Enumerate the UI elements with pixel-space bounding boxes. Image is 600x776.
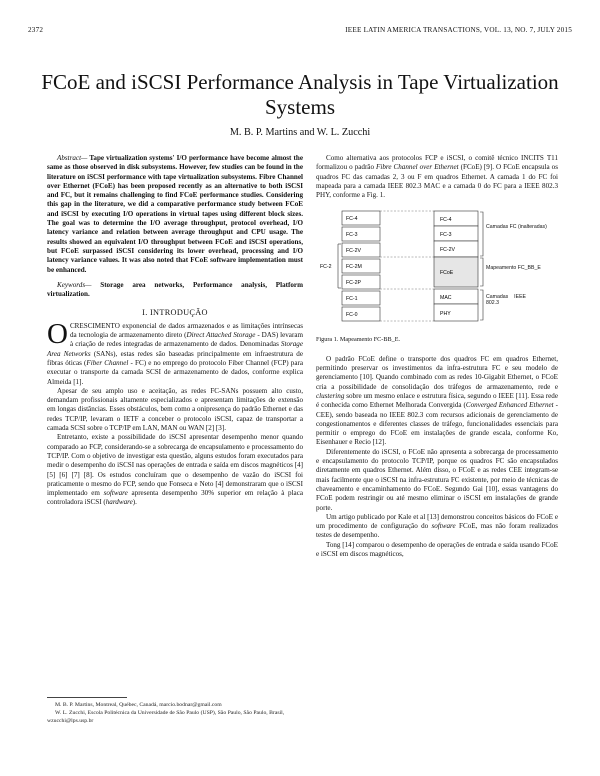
right-phy: PHY	[440, 311, 451, 318]
footnote-1: M. B. P. Martins, Montreal, Québec, Canadá, marcio.bodnar@gmail.com	[55, 702, 222, 708]
right-column	[316, 154, 558, 754]
left-fc3: FC-3	[346, 232, 358, 239]
right-paragraph-1: Como alternativa aos protocolos FCP e iSCSI, o comitê técnico INCITS T11 formalizou o padrão Fibre Channel over Ethernet (FCoE) [9]. O FCoE encapsula os quadros FC das camadas 2, 3 ou F em quadros Ethernet. A camada 1 do FC foi mapeada para a camada IEEE 802.3 MAC e a camada 0 do FC para a IEEE 802.3 PHY, conforme a Fig. 1.	[316, 154, 558, 200]
footnotes	[47, 697, 303, 725]
abstract-label: Abstract—	[57, 154, 88, 162]
right-fcoe: FCoE	[440, 270, 454, 277]
right-paragraph-5: Tong [14] comparou o desempenho de operações de entrada e saída usando FCoE e iSCSI em discos magnéticos,	[316, 540, 558, 559]
keywords	[47, 281, 303, 300]
page-number: 2372	[28, 26, 44, 34]
footnote-2: W. L. Zucchi, Escola Politécnica da Universidade de São Paulo (USP), São Paulo, São Paulo, Brasil, wzucchi@lps.usp.br	[47, 710, 285, 724]
left-fc4: FC-4	[346, 216, 358, 223]
right-paragraph-2: O padrão FCoE define o transporte dos quadros FC em quadros Ethernet, permitindo preservar os investimentos da infra-estrutura FC e seu modelo de gerenciamento [10]. Quando combinado com as redes 10-Gigabit Ethernet, o FCoE cria a possibilidade de consolidação dos tráfegos de armazenamento, rede e clustering sobre um mesmo enlace e estrutura física, segundo o IEEE [11]. Essa rede é conhecida como Ethernet Melhorada Convergida (Converged Enhanced Ethernet - CEE), sendo baseada no IEEE 802.3 com recursos adicionais de gerenciamento de congestionamentos e diferentes classes de tráfego, funcionalidades essenciais para permitir o emprego do FCoE em instalações de grande escala, conforme Ko, Eisenhauer e Recio [12].	[316, 354, 558, 447]
intro-paragraph-2: Apesar de seu amplo uso e aceitação, as redes FC-SANs possuem alto custo, demandam profissionais altamente especializados e apresentam limitações de extensão em longas distâncias. Esses obstáculos, bem como a onipresença do padrão Ethernet e das redes TCP/IP, levaram o IETF a conceber o protocolo iSCSI, capaz de transportar a camada SCSI sobre o TCP/IP em LAN, MAN ou WAN [2] [3].	[47, 386, 303, 433]
journal-header: IEEE LATIN AMERICA TRANSACTIONS, VOL. 13, NO. 7, JULY 2015	[345, 26, 572, 34]
label-fc-unchanged: Camadas FC (inalteradas)	[486, 224, 547, 231]
fc2-label: FC-2	[320, 264, 332, 271]
abstract-text: Tape virtualization systems' I/O performance have become almost the same as those observed in disk subsystems. However, few studies can be found in the literature on iSCSI performance with tape virtualization subsystems. Fibre Channel over Ethernet (FCoE) has been proposed recently as an alternative to both iSCSI and FC, but it remains challenging to find FCoE performance studies. Considering this gap in the literature, we did a comparative performance study between FCoE and iSCSI by executing I/O operations in virtual tapes using different block sizes. The goal was to determine the I/O average throughput, protocol overhead, I/O latency variance and relation between average throughput and CPU usage. The results showed an equivalent I/O throughput between FCoE and iSCSI operations, but FCoE surpassed iSCSI considering its lower overhead, processing and I/O latency variance values. It was also noted that FCoE software implementation must be enhanced.	[47, 154, 303, 274]
left-column	[47, 154, 303, 754]
right-brackets	[480, 212, 483, 320]
keywords-label: Keywords—	[57, 280, 92, 289]
right-stack	[434, 211, 478, 321]
footnote-rule	[47, 697, 127, 698]
keywords-text: Storage area networks, Performance analysis, Platform virtualization.	[47, 280, 303, 299]
left-fc2v: FC-2V	[346, 248, 361, 255]
dropcap: O	[47, 317, 68, 350]
intro-paragraph-1: OCRESCIMENTO exponencial de dados armazenados e as limitações intrínsecas da tecnologia de armazenamento direto (Direct Attached Storage - DAS) levaram à criação de redes integradas de armazenamento de dados. Denominadas Storage Area Networks (SANs), estas redes são baseadas principalmente em infraestrutura de fibras óticas (Fiber Channel - FC) e no emprego do protocolo Fiber Channel (FCP) para executar o transporte da camada SCSI de armazenamento de dados, conforme explica Almeida [1].	[47, 317, 304, 386]
label-mapping: Mapeamento FC_BB_E	[486, 265, 541, 272]
right-fc2v: FC-2V	[440, 247, 455, 254]
fc2-brace	[320, 244, 341, 288]
right-paragraph-4: Um artigo publicado por Kale et al [13] demonstrou conceitos básicos do FCoE e um procedimento de configuração do software FCoE, mas não foram realizados testes de desempenho.	[316, 512, 558, 540]
abstract	[47, 154, 303, 275]
right-fc3: FC-3	[440, 232, 452, 239]
intro-paragraph-3: Entretanto, existe a possibilidade do iSCSI apresentar desempenho menor quando comparado ao FCP, considerando-se a sobrecarga de encapsulamento e processamento do TCP/IP. Com o objetivo de investigar esta questão, alguns estudos foram executados para medir o desempenho do iSCSI nas operações de entrada e saída em discos magnéticos [4] [5] [6] [7] [8]. Os estudos concluíram que o desempenho de vazão do iSCSI foi praticamente o mesmo do FCP, sendo que Fonseca e Neto [4] demonstraram que o iSCSI implementado em software apresenta desempenho 30% superior em relação à placa controladora iSCSI (hardware).	[47, 433, 304, 507]
section-heading: I. INTRODUÇÃO	[142, 308, 208, 318]
right-fc4: FC-4	[440, 217, 452, 224]
right-mac: MAC	[440, 295, 452, 302]
running-head	[28, 26, 572, 38]
connector-lines	[380, 211, 434, 321]
left-fc2p: FC-2P	[346, 280, 361, 287]
left-stack	[342, 211, 380, 321]
paper-title: FCoE and iSCSI Performance Analysis in Tape Virtualization Systems	[41, 70, 559, 119]
left-fc1: FC-1	[346, 296, 358, 303]
label-ieee: Camadas IEEE 802.3	[486, 294, 526, 307]
left-fc2m: FC-2M	[346, 264, 362, 271]
figure-1	[316, 208, 558, 332]
paper-authors: M. B. P. Martins and W. L. Zucchi	[229, 127, 371, 138]
figure-caption: Figura 1. Mapeamento FC-BB_E.	[316, 336, 401, 344]
right-paragraph-3: Diferentemente do iSCSI, o FCoE não apresenta a sobrecarga de processamento e encapsulamento do protocolo TCP/IP, porque os quadros FC são encapsulados diretamente em quadros Ethernet. Além disso, o FCoE e as redes CEE integram-se mais facilmente que o iSCSI na infra-estrutura FC existente, por meio de técnicas de chaveamento e encaminhamento do FCoE. Segundo Gai [10], essas vantagens do FCoE podem restringir ou até mesmo eliminar o iSCSI em instalações de grande porte.	[316, 447, 558, 512]
left-fc0: FC-0	[346, 312, 358, 319]
